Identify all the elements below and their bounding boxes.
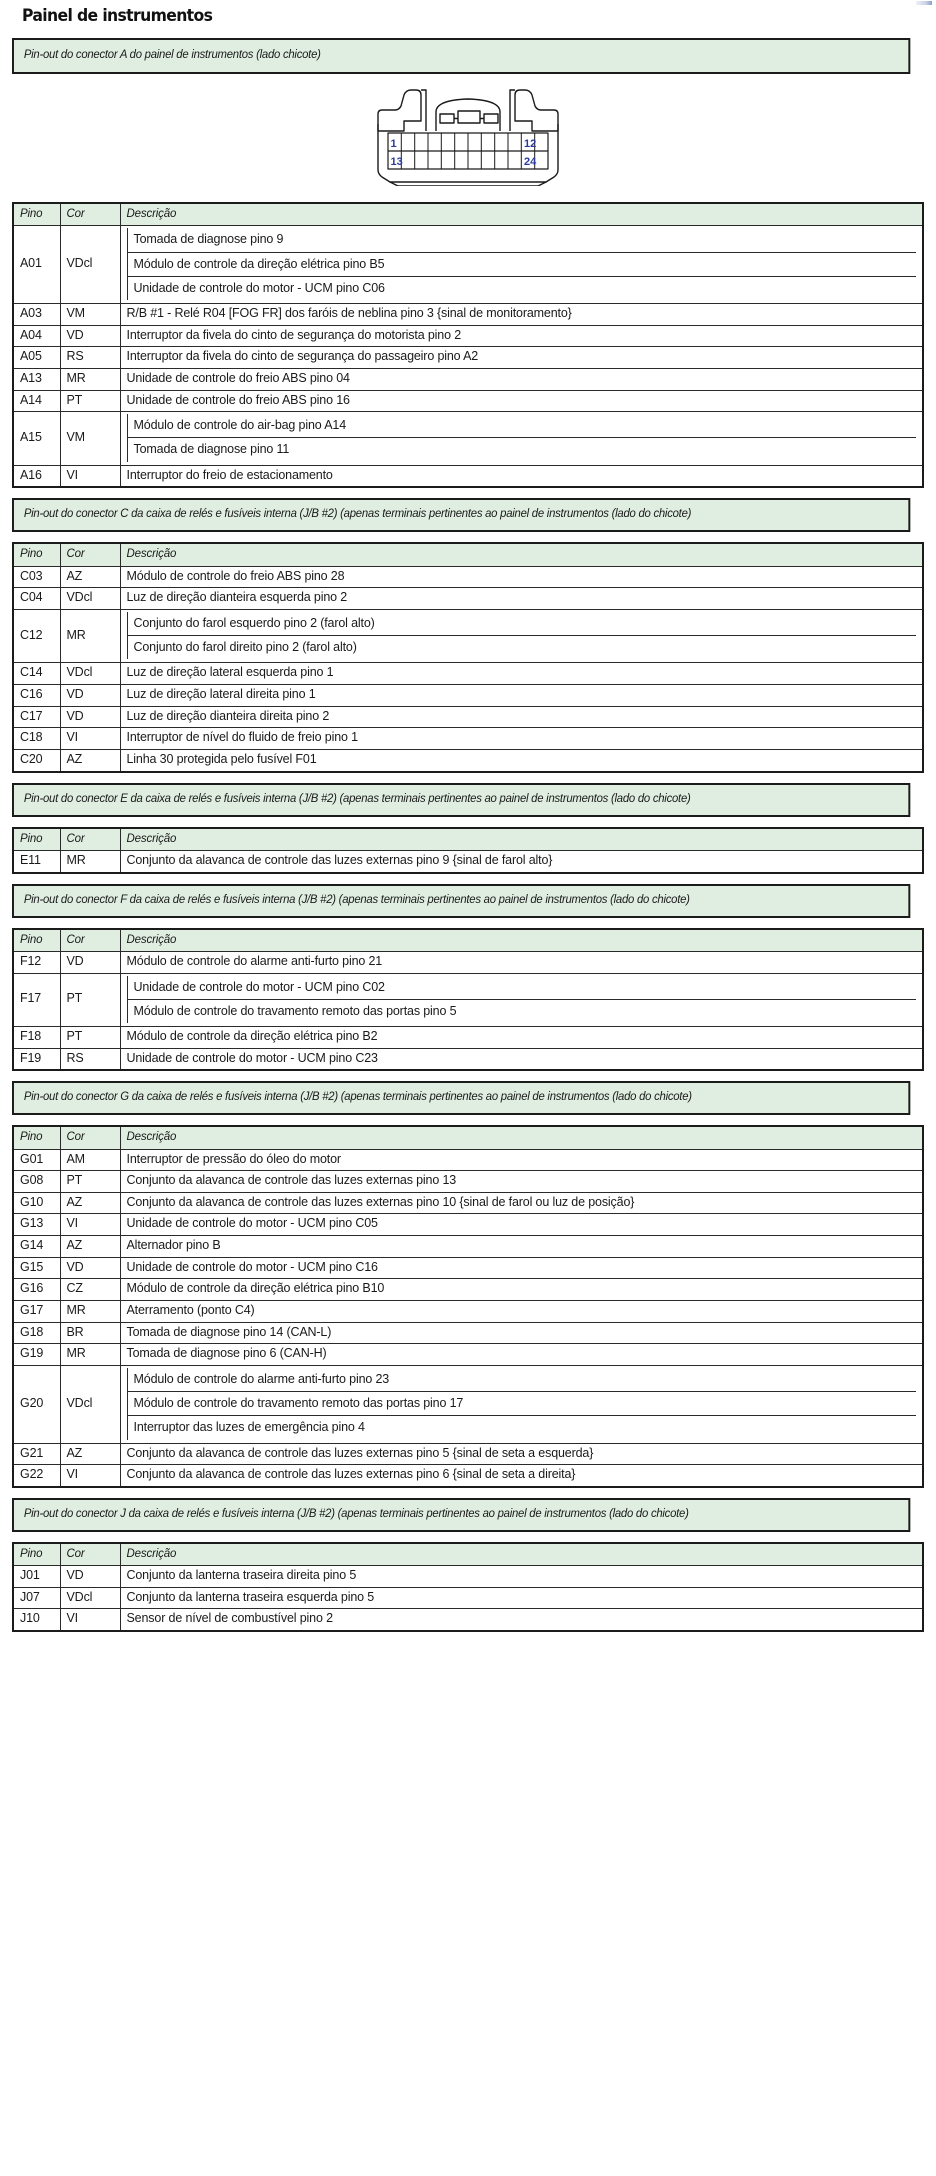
cell-pin: F18 <box>13 1027 60 1049</box>
cell-pin: G18 <box>13 1322 60 1344</box>
table-row <box>13 951 923 973</box>
cell-desc: Unidade de controle do motor - UCM pino C16 <box>120 1257 923 1279</box>
table-row <box>13 685 923 707</box>
cell-pin: F12 <box>13 951 60 973</box>
column-header-desc: Descrição <box>120 543 923 566</box>
cell-desc: Interruptor do freio de estacionamento <box>120 465 923 487</box>
cell-pin: G20 <box>13 1365 60 1443</box>
cell-cor: VI <box>60 465 120 487</box>
cell-cor: VI <box>60 1465 120 1487</box>
cell-pin: C04 <box>13 588 60 610</box>
table-row <box>13 1587 923 1609</box>
cell-desc: Aterramento (ponto C4) <box>120 1300 923 1322</box>
table-row <box>13 1149 923 1171</box>
cell-pin: A01 <box>13 226 60 304</box>
cell-desc: Módulo de controle da direção elétrica pino B10 <box>120 1279 923 1301</box>
cell-pin: G13 <box>13 1214 60 1236</box>
pin-label-top-right: 12 <box>524 137 537 150</box>
cell-pin: F17 <box>13 973 60 1027</box>
column-header-pin: Pino <box>13 1126 60 1149</box>
connector-a-pinout-diagram <box>368 78 568 186</box>
column-header-cor: Cor <box>60 828 120 851</box>
cell-pin: G01 <box>13 1149 60 1171</box>
pinout-table-connector-f <box>12 928 924 1072</box>
cell-desc: Conjunto da alavanca de controle das luzes externas pino 10 {sinal de farol ou luz de posição} <box>120 1192 923 1214</box>
table-header-row <box>13 828 923 851</box>
cell-cor: BR <box>60 1322 120 1344</box>
cell-desc: Interruptor das luzes de emergência pino 4 <box>127 1416 917 1439</box>
cell-pin: G16 <box>13 1279 60 1301</box>
caption-connector-f: Pin-out do conector F da caixa de relés e fusíveis interna (J/B #2) (apenas terminais pertinentes ao painel de instrumentos (lado do chicote) <box>12 884 910 918</box>
cell-desc: Conjunto da alavanca de controle das luzes externas pino 9 {sinal de farol alto} <box>120 850 923 872</box>
cell-pin: G14 <box>13 1236 60 1258</box>
cell-desc: Unidade de controle do motor - UCM pino C23 <box>120 1048 923 1070</box>
column-header-pin: Pino <box>13 543 60 566</box>
cell-pin: C12 <box>13 609 60 663</box>
cell-desc: Unidade de controle do freio ABS pino 16 <box>120 390 923 412</box>
pinout-table-connector-j <box>12 1542 924 1632</box>
cell-cor: VDcl <box>60 226 120 304</box>
cell-cor: VDcl <box>60 1587 120 1609</box>
table-header-row <box>13 543 923 566</box>
table-row <box>13 390 923 412</box>
page-title: Painel de instrumentos <box>22 6 213 26</box>
table-row <box>13 1365 923 1443</box>
cell-cor: VD <box>60 1566 120 1588</box>
table-row <box>13 728 923 750</box>
cell-cor: VD <box>60 1257 120 1279</box>
cell-pin: G10 <box>13 1192 60 1214</box>
cell-desc: Módulo de controle do travamento remoto das portas pino 5 <box>127 1000 917 1023</box>
cell-desc: Unidade de controle do motor - UCM pino C06 <box>127 277 917 300</box>
cell-cor: VM <box>60 412 120 466</box>
table-row <box>13 1566 923 1588</box>
cell-desc: Conjunto da alavanca de controle das luzes externas pino 5 {sinal de seta a esquerda} <box>120 1443 923 1465</box>
table-row <box>13 1257 923 1279</box>
pin-label-bottom-left: 13 <box>390 155 403 168</box>
table-row <box>13 706 923 728</box>
cell-cor: PT <box>60 973 120 1027</box>
cell-desc: Luz de direção lateral esquerda pino 1 <box>120 663 923 685</box>
cell-desc: Unidade de controle do motor - UCM pino C05 <box>120 1214 923 1236</box>
cell-cor: VM <box>60 304 120 326</box>
cell-desc: Módulo de controle do travamento remoto das portas pino 17 <box>127 1392 917 1416</box>
caption-connector-e: Pin-out do conector E da caixa de relés e fusíveis interna (J/B #2) (apenas terminais pertinentes ao painel de instrumentos (lado do chicote) <box>12 783 910 817</box>
cell-pin: G17 <box>13 1300 60 1322</box>
cell-pin: C17 <box>13 706 60 728</box>
caption-connector-j: Pin-out do conector J da caixa de relés e fusíveis interna (J/B #2) (apenas terminais pertinentes ao painel de instrumentos (lado do chicote) <box>12 1498 910 1532</box>
cell-cor: VI <box>60 728 120 750</box>
cell-pin: A04 <box>13 325 60 347</box>
table-header-row <box>13 203 923 226</box>
column-header-cor: Cor <box>60 203 120 226</box>
table-row <box>13 304 923 326</box>
table-row <box>13 663 923 685</box>
cell-cor: AM <box>60 1149 120 1171</box>
cell-cor: VI <box>60 1214 120 1236</box>
cell-desc: Tomada de diagnose pino 6 (CAN-H) <box>120 1344 923 1366</box>
cell-desc-group <box>120 226 923 304</box>
cell-pin: A14 <box>13 390 60 412</box>
cell-cor: PT <box>60 1171 120 1193</box>
table-row <box>13 1300 923 1322</box>
cell-desc: Módulo de controle da direção elétrica pino B5 <box>127 253 917 277</box>
table-row <box>13 1027 923 1049</box>
table-header-row <box>13 1126 923 1149</box>
cell-cor: AZ <box>60 566 120 588</box>
cell-cor: VD <box>60 706 120 728</box>
table-header-row <box>13 1543 923 1566</box>
table-row <box>13 1214 923 1236</box>
cell-pin: A03 <box>13 304 60 326</box>
cell-pin: C16 <box>13 685 60 707</box>
cell-desc: Luz de direção lateral direita pino 1 <box>120 685 923 707</box>
cell-desc: Módulo de controle do alarme anti-furto pino 21 <box>120 951 923 973</box>
cell-desc: Conjunto do farol esquerdo pino 2 (farol alto) <box>127 612 917 636</box>
cell-desc: Luz de direção dianteira esquerda pino 2 <box>120 588 923 610</box>
cell-pin: C20 <box>13 749 60 771</box>
cell-cor: PT <box>60 390 120 412</box>
table-row <box>13 1171 923 1193</box>
cell-pin: C14 <box>13 663 60 685</box>
cell-cor: MR <box>60 1344 120 1366</box>
column-header-pin: Pino <box>13 1543 60 1566</box>
cell-pin: J10 <box>13 1609 60 1631</box>
table-row <box>13 465 923 487</box>
cell-cor: MR <box>60 850 120 872</box>
column-header-desc: Descrição <box>120 1126 923 1149</box>
cell-desc: Alternador pino B <box>120 1236 923 1258</box>
table-row <box>13 347 923 369</box>
cell-cor: VD <box>60 685 120 707</box>
cell-desc: Unidade de controle do motor - UCM pino C02 <box>127 976 917 1000</box>
caption-connector-a: Pin-out do conector A do painel de instrumentos (lado chicote) <box>12 38 910 74</box>
cell-desc: Conjunto da lanterna traseira direita pino 5 <box>120 1566 923 1588</box>
cell-desc-group <box>120 609 923 663</box>
cell-cor: MR <box>60 1300 120 1322</box>
cell-desc: Luz de direção dianteira direita pino 2 <box>120 706 923 728</box>
cell-cor: AZ <box>60 1236 120 1258</box>
cell-desc-group <box>120 412 923 466</box>
table-row <box>13 368 923 390</box>
column-header-pin: Pino <box>13 828 60 851</box>
cell-desc: Interruptor de pressão do óleo do motor <box>120 1149 923 1171</box>
column-header-desc: Descrição <box>120 929 923 952</box>
cell-desc: Conjunto do farol direito pino 2 (farol alto) <box>127 636 917 659</box>
column-header-desc: Descrição <box>120 203 923 226</box>
cell-desc: Conjunto da alavanca de controle das luzes externas pino 6 {sinal de seta a direita} <box>120 1465 923 1487</box>
table-row <box>13 1465 923 1487</box>
cell-pin: C18 <box>13 728 60 750</box>
table-row <box>13 850 923 872</box>
cell-cor: VDcl <box>60 663 120 685</box>
table-row <box>13 1279 923 1301</box>
cell-desc: Tomada de diagnose pino 9 <box>127 228 917 252</box>
table-row <box>13 749 923 771</box>
cell-desc: Módulo de controle do alarme anti-furto pino 23 <box>127 1368 917 1392</box>
table-row <box>13 226 923 304</box>
column-header-cor: Cor <box>60 929 120 952</box>
cell-cor: VDcl <box>60 1365 120 1443</box>
table-row <box>13 1443 923 1465</box>
table-row <box>13 566 923 588</box>
cell-desc: Módulo de controle da direção elétrica pino B2 <box>120 1027 923 1049</box>
cell-pin: C03 <box>13 566 60 588</box>
cell-desc: Conjunto da lanterna traseira esquerda pino 5 <box>120 1587 923 1609</box>
cell-desc: Unidade de controle do freio ABS pino 04 <box>120 368 923 390</box>
cell-desc: Módulo de controle do air-bag pino A14 <box>127 414 917 438</box>
cell-cor: RS <box>60 347 120 369</box>
table-row <box>13 1236 923 1258</box>
cell-desc: Tomada de diagnose pino 11 <box>127 438 917 461</box>
cell-desc: Tomada de diagnose pino 14 (CAN-L) <box>120 1322 923 1344</box>
cell-pin: A16 <box>13 465 60 487</box>
cell-desc: Interruptor da fivela do cinto de segurança do passageiro pino A2 <box>120 347 923 369</box>
table-row <box>13 1609 923 1631</box>
cell-desc: Linha 30 protegida pelo fusível F01 <box>120 749 923 771</box>
pinout-table-connector-a <box>12 202 924 488</box>
cell-pin: A05 <box>13 347 60 369</box>
cell-cor: VI <box>60 1609 120 1631</box>
table-row <box>13 1344 923 1366</box>
table-row <box>13 609 923 663</box>
cell-cor: VD <box>60 325 120 347</box>
pinout-table-connector-g <box>12 1125 924 1488</box>
column-header-desc: Descrição <box>120 1543 923 1566</box>
column-header-cor: Cor <box>60 1543 120 1566</box>
table-row <box>13 1048 923 1070</box>
cell-cor: AZ <box>60 1192 120 1214</box>
cell-pin: G08 <box>13 1171 60 1193</box>
cell-pin: A13 <box>13 368 60 390</box>
pin-label-top-left: 1 <box>390 137 397 150</box>
cell-desc: Interruptor da fivela do cinto de segurança do motorista pino 2 <box>120 325 923 347</box>
cell-cor: AZ <box>60 749 120 771</box>
table-row <box>13 325 923 347</box>
table-row <box>13 1192 923 1214</box>
cell-desc: R/B #1 - Relé R04 [FOG FR] dos faróis de neblina pino 3 {sinal de monitoramento} <box>120 304 923 326</box>
cell-pin: E11 <box>13 850 60 872</box>
cell-pin: F19 <box>13 1048 60 1070</box>
cell-pin: J07 <box>13 1587 60 1609</box>
caption-connector-c: Pin-out do conector C da caixa de relés e fusíveis interna (J/B #2) (apenas terminais pertinentes ao painel de instrumentos (lado do chicote) <box>12 498 910 532</box>
cell-cor: RS <box>60 1048 120 1070</box>
column-header-cor: Cor <box>60 1126 120 1149</box>
table-row <box>13 588 923 610</box>
cell-pin: G19 <box>13 1344 60 1366</box>
column-header-desc: Descrição <box>120 828 923 851</box>
caption-connector-g: Pin-out do conector G da caixa de relés e fusíveis interna (J/B #2) (apenas terminais pertinentes ao painel de instrumentos (lado do chicote) <box>12 1081 910 1115</box>
cell-cor: MR <box>60 368 120 390</box>
cell-desc: Conjunto da alavanca de controle das luzes externas pino 13 <box>120 1171 923 1193</box>
cell-desc-group <box>120 1365 923 1443</box>
connector-diagram-container <box>12 74 924 192</box>
cell-cor: VD <box>60 951 120 973</box>
cell-cor: MR <box>60 609 120 663</box>
cell-cor: PT <box>60 1027 120 1049</box>
cell-pin: G21 <box>13 1443 60 1465</box>
pin-label-bottom-right: 24 <box>524 155 537 168</box>
cell-pin: G22 <box>13 1465 60 1487</box>
table-header-row <box>13 929 923 952</box>
cell-desc: Sensor de nível de combustível pino 2 <box>120 1609 923 1631</box>
cell-desc-group <box>120 973 923 1027</box>
cell-desc: Interruptor de nível do fluido de freio pino 1 <box>120 728 923 750</box>
cell-desc: Módulo de controle do freio ABS pino 28 <box>120 566 923 588</box>
cell-pin: G15 <box>13 1257 60 1279</box>
cell-pin: A15 <box>13 412 60 466</box>
cell-cor: CZ <box>60 1279 120 1301</box>
page-corner-mark <box>916 1 932 5</box>
pinout-table-connector-e <box>12 827 924 874</box>
table-row <box>13 973 923 1027</box>
pinout-table-connector-c <box>12 542 924 772</box>
column-header-cor: Cor <box>60 543 120 566</box>
table-row <box>13 412 923 466</box>
cell-cor: AZ <box>60 1443 120 1465</box>
cell-cor: VDcl <box>60 588 120 610</box>
cell-pin: J01 <box>13 1566 60 1588</box>
column-header-pin: Pino <box>13 929 60 952</box>
column-header-pin: Pino <box>13 203 60 226</box>
page-title-container <box>12 0 924 28</box>
table-row <box>13 1322 923 1344</box>
